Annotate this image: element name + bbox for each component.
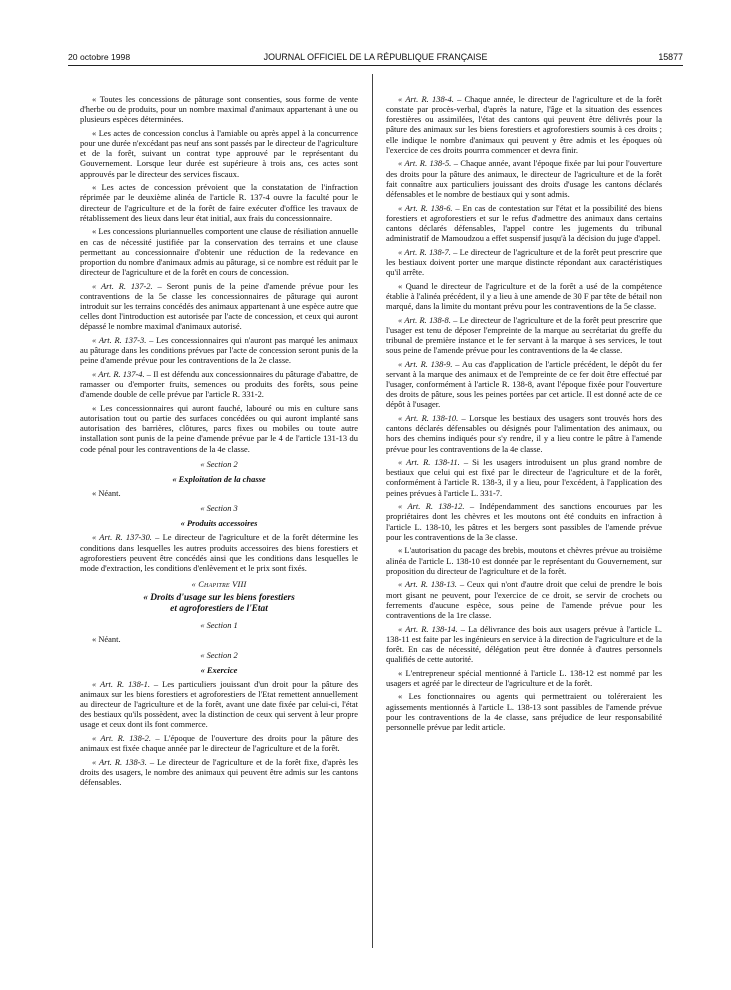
article-r138-10 — [386, 413, 662, 454]
article-r137-30 — [80, 532, 358, 573]
article-label: « Art. R. 138-8. — [398, 314, 451, 325]
article-r138-5 — [386, 158, 662, 199]
chapter-title-line: et agroforestiers de l'Etat — [170, 604, 268, 615]
chapter-title-line: « Droits d'usage sur les biens forestiers — [143, 593, 295, 604]
article-label: « Art. R. 137-2. — [92, 280, 153, 291]
article-label: « Art. R. 138-9. — [398, 358, 453, 369]
article-label: « Art. R. 137-3. — [92, 334, 147, 345]
article-text: – Il est défendu aux concessionnaires du pâturage d'abattre, de ramasser ou d'emporter fruits, semences ou produits des forêts, sous peine d'amende double de celle prévue par l'article R. 331-2. — [80, 368, 358, 400]
section-heading: « Section 2 — [200, 458, 238, 469]
article-label: « Art. R. 138-11. — [398, 457, 460, 468]
article-text: – La délivrance des bois aux usagers prévue à l'article L. 138-11 est faite par les ingénieurs en service à la direction de l'agriculture et de la forêt. En cas de nécessité, délégation peut être donnée à d'autres personnels qualifiés de cette autorité. — [386, 623, 662, 664]
header-title: JOURNAL OFFICIEL DE LA RÉPUBLIQUE FRANÇAISE — [263, 52, 488, 62]
article-text: – Chaque année, avant l'époque fixée par lui pour l'ouverture des droits pour la pâture des animaux, le directeur de l'agriculture et de la forêt fait connaître aux particuliers jouissant des droits d'usage les cantons déclarés défensables et le nombre de bestiaux qui y sont admis. — [386, 158, 663, 199]
article-text: – Ceux qui n'ont d'autre droit que celui de prendre le bois mort gisant ne peuvent, pour l'exercice de ce droit, se servir de crochets ou ferrements d'aucune espèce, sous peine de l'amende prévue pour les contraventions de la 1re classe. — [386, 579, 662, 620]
article-label: « Art. R. 138-10. — [398, 413, 459, 424]
section-title: « Exploitation de la chasse — [172, 473, 266, 484]
article-text: – Si les usagers introduisent un plus grand nombre de bestiaux que celui qui est fixé par le directeur de l'agriculture et de la forêt, conformément à l'article R. 138-3, il y a lieu, pour l'excédent, à l'application des peines prévues à l'article L. 331-7. — [386, 457, 662, 498]
header-date: 20 octobre 1998 — [68, 52, 131, 62]
chapter-quote: « — [191, 579, 199, 590]
paragraph: « Les concessionnaires qui auront fauché, labouré ou mis en culture sans autorisation tout ou partie des surfaces concédées ou qui auront implanté sans autorisation des barrières, clôtures, parcs fixes ou mobiles ou toute autre installation sont punis de la peine d'amende prévue par le 4 de l'article 131-13 du code pénal pour les contraventions de la 4e classe. — [80, 402, 358, 454]
paragraph: « L'autorisation du pacage des brebis, moutons et chèvres prévue au troisième alinéa de l'article L. 138-10 est donnée par le représentant du Gouvernement, sur proposition du directeur de l'agriculture et de la forêt. — [386, 545, 662, 576]
article-r138-11 — [386, 457, 662, 498]
article-r138-2 — [80, 733, 358, 753]
paragraph: « Quand le directeur de l'agriculture et de la forêt a usé de la compétence établie à l'alinéa précédent, il y a lieu à une amende de 30 F par tête de bétail non marqué, dans la limite du montant prévu pour les contraventions de la 5e classe. — [386, 280, 662, 311]
section-title: « Produits accessoires — [180, 518, 258, 529]
article-text: – L'époque de l'ouverture des droits pour la pâture des animaux est fixée chaque année par le directeur de l'agriculture et de la forêt. — [80, 733, 359, 754]
paragraph: « Les concessions pluriannuelles comportent une clause de résiliation annuelle en cas de nécessité justifiée par la conservation des terrains et une clause permettant au concessionnaire d'obtenir une réduction de la redevance en proportion du nombre d'animaux admis au pâturage, si ce nombre est réduit par le directeur de l'agriculture et de la forêt en cours de concession. — [80, 226, 358, 277]
chapter-heading — [80, 579, 358, 589]
paragraph: « Néant. — [92, 487, 121, 498]
chapter-label: Chapitre VIII — [198, 579, 247, 590]
article-label: « Art. R. 138-2. — [92, 733, 151, 744]
article-r138-3 — [80, 757, 358, 787]
article-r138-12 — [386, 501, 662, 542]
article-r138-4 — [386, 94, 662, 155]
article-label: « Art. R. 138-1. — [92, 678, 150, 689]
article-text: – Les particuliers jouissant d'un droit pour la pâture des animaux sur les biens forestiers et agroforestiers de l'Etat remettent annuellement au directeur de l'agriculture et de la forêt, avant une date fixée par celui-ci, l'état des bestiaux qu'ils possèdent, avec la distinction de ceux qui servent à leur propre usage et ceux dont ils font commerce. — [80, 678, 358, 730]
article-text: – Indépendamment des sanctions encourues par les propriétaires dont les chèvres et les moutons ont été conduits en infraction à l'article L. 138-10, les pâtres et les bergers sont passibles de l'amende prévue pour les contraventions de la 3e classe. — [386, 501, 663, 542]
article-r138-6 — [386, 203, 662, 244]
article-r137-3 — [80, 335, 358, 365]
article-text: – Le directeur de l'agriculture et de la forêt fixe, d'après les droits des usagers, le nombre des animaux qui peuvent être admis sur les cantons défensables. — [80, 756, 358, 788]
page-header — [68, 52, 683, 66]
article-text: – Lorsque les bestiaux des usagers sont trouvés hors des cantons déclarés défensables ou désignés pour l'alimentation des animaux, ou hors des chemins indiqués pour s'y rendre, il y a lieu contre le pâtre à l'amende prévue pour les contraventions de la 4e classe. — [386, 413, 663, 454]
paragraph: « L'entrepreneur spécial mentionné à l'article L. 138-12 est nommé par les usagers et agréé par le directeur de l'agriculture et de la forêt. — [386, 667, 662, 688]
article-text: – Le directeur de l'agriculture et de la forêt détermine les conditions dans lesquelles les autres produits accessoires des biens forestiers et agroforestiers peuvent être concédés ainsi que les conditions dans lesquelles le mode d'extraction, les conditions d'enlèvement et le prix sont fixés. — [80, 532, 358, 573]
article-label: « Art. R. 137-30. — [92, 532, 152, 543]
article-text: – Seront punis de la peine d'amende prévue pour les contraventions de la 5e classe les concessionnaires de pâturage qui auront introduit sur les terrains concédés des animaux appartenant à une espèce autre que celles dont l'introduction est autorisée par l'acte de concession, et ceux qui auront dépassé le nombre maximal d'animaux autorisé. — [80, 280, 358, 332]
article-r138-8 — [386, 315, 662, 356]
article-label: « Art. R. 138-14. — [398, 623, 458, 634]
article-label: « Art. R. 138-13. — [398, 579, 457, 590]
section-heading: « Section 2 — [200, 649, 238, 660]
left-column — [80, 94, 358, 791]
article-r137-2 — [80, 281, 358, 332]
section-title: « Exercice — [200, 664, 238, 675]
header-rule — [68, 65, 683, 66]
paragraph: « Néant. — [92, 634, 121, 645]
article-r138-13 — [386, 579, 662, 620]
header-page-number: 15877 — [658, 52, 683, 62]
article-text: – Le directeur de l'agriculture et de la forêt peut prescrire que l'usager est tenu de déposer l'empreinte de la marque au secrétariat du greffe du tribunal de première instance et le fer servant à la marque à ses services, le tout sous peine de l'amende prévue pour les contraventions de la 4e classe. — [386, 314, 662, 356]
paragraph: « Toutes les concessions de pâturage sont consenties, sous forme de vente d'herbe ou de produits, pour un nombre maximal d'animaux appartenant à une ou plusieurs espèces déterminées. — [80, 94, 358, 125]
article-text: – Les concessionnaires qui n'auront pas marqué les animaux au pâturage dans les conditions prévues par l'acte de concession seront punis de la peine d'amende prévue pour les contraventions de la 2e classe. — [80, 334, 358, 366]
article-label: « Art. R. 138-6. — [398, 202, 453, 213]
article-label: « Art. R. 137-4. — [92, 368, 145, 379]
article-r138-14 — [386, 624, 662, 665]
article-r137-4 — [80, 369, 358, 399]
section-heading: « Section 1 — [200, 620, 238, 631]
paragraph: « Les actes de concession prévoient que la constatation de l'infraction réprimée par le deuxième alinéa de l'article R. 137-4 ouvre la faculté pour le directeur de l'agriculture et de la forêt de faire exécuter d'office les travaux de rétablissement des lieux dans leur état initial, aux frais du concessionnaire. — [80, 182, 358, 223]
article-text: – En cas de contestation sur l'état et la possibilité des biens forestiers et agroforestiers et sur le refus d'admettre des animaux dans certains cantons déclarés défensables, l'appel contre les jugements du tribunal administratif de Mamoudzou a effet suspensif jusqu'à la décision du juge d'appel. — [386, 202, 663, 244]
column-divider — [372, 74, 373, 948]
article-text: – Le directeur de l'agriculture et de la forêt peut prescrire que les bestiaux doivent porter une marque distincte répondant aux caractéristiques qu'il arrête. — [386, 246, 662, 277]
article-r138-9 — [386, 359, 662, 410]
chapter-title — [80, 593, 358, 615]
article-r138-7 — [386, 247, 662, 277]
article-label: « Art. R. 138-7. — [398, 246, 451, 257]
paragraph: « Les fonctionnaires ou agents qui permettraient ou toléreraient les agissements mentionnés à l'article L. 138-13 sont passibles de l'amende prévue pour les contraventions de la 4e classe, sans préjudice de leur responsabilité personnelle prévue par ledit article. — [386, 691, 662, 732]
right-column — [386, 94, 662, 736]
article-label: « Art. R. 138-5. — [398, 158, 452, 169]
article-text: – Au cas d'application de l'article précédent, le dépôt du fer servant à la marque des animaux et de l'empreinte de ce fer doit être effectué par l'usager, conformément à l'article R. 138-8, avant l'époque fixée pour l'ouverture des droits de pâture, sous les peines portées par cet article. Il est donné acte de ce dépôt à l'usager. — [386, 358, 663, 410]
article-r138-1 — [80, 679, 358, 730]
article-label: « Art. R. 138-4. — [398, 94, 454, 104]
section-heading: « Section 3 — [200, 503, 238, 514]
article-label: « Art. R. 138-3. — [92, 756, 147, 767]
article-text: – Chaque année, le directeur de l'agriculture et de la forêt constate par procès-verbal, d'après la nature, l'âge et la situation des essences forestières ou assimilées, l'état des cantons qui peuvent être délivrés pour la pâture des animaux sur les biens forestiers et agroforestiers soumis à ces droits ; elle indique le nombre d'animaux qui peuvent y être admis et les époques où l'exercice de ces droits pourrra commencer et devra finir. — [386, 94, 662, 155]
paragraph: « Les actes de concession conclus à l'amiable ou après appel à la concurrence pour une durée n'excédant pas neuf ans sont passés par le directeur de l'agriculture et de la forêt, suivant un contrat type approuvé par le représentant du Gouvernement. Lorsque leur durée est supérieure à trois ans, ces actes sont approuvés par le directeur des services fiscaux. — [80, 127, 358, 179]
article-label: « Art. R. 138-12. — [398, 501, 465, 512]
